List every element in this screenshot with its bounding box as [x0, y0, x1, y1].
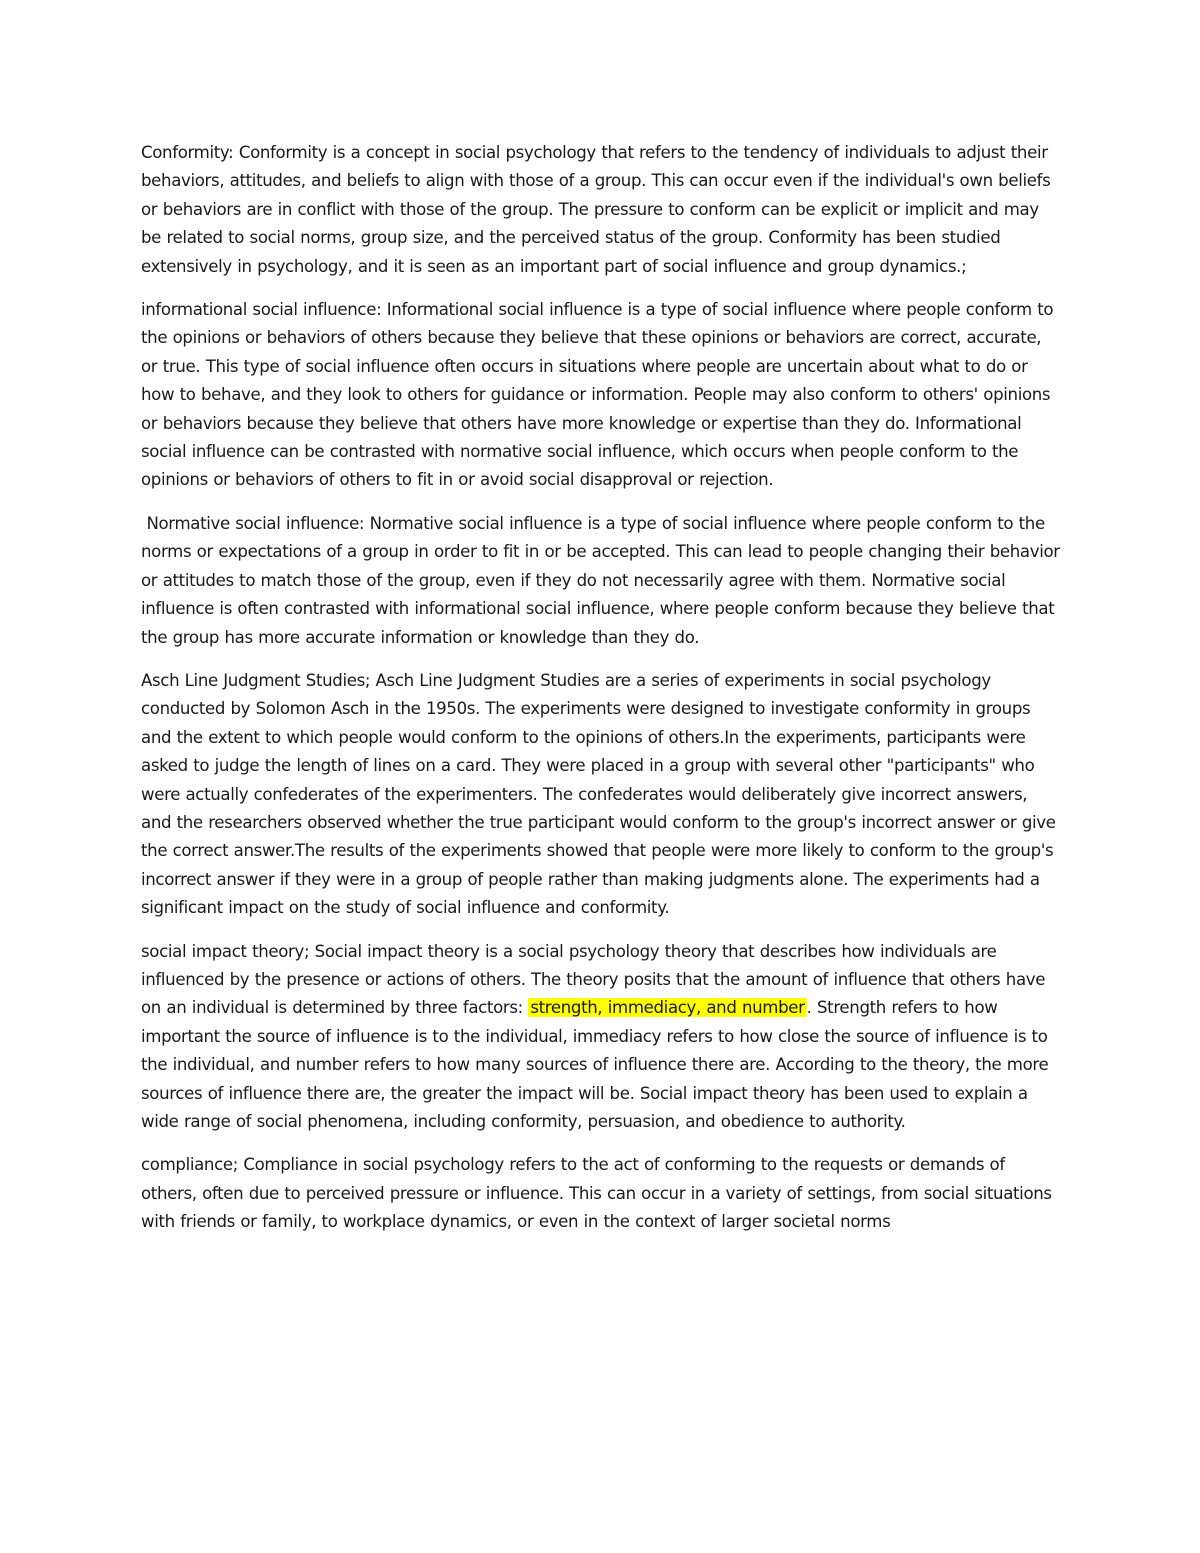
paragraph-social-impact-theory: [141, 938, 1061, 1137]
paragraph-informational-social-influence: informational social influence: Informational social influence is a type of social influence where people conform to the opinions or behaviors of others because they believe that these opinions or behaviors are correct, accurate, or true. This type of social influence often occurs in situations where people are uncertain about what to do or how to behave, and they look to others for guidance or information. People may also conform to others' opinions or behaviors because they believe that others have more knowledge or expertise than they do. Informational social influence can be contrasted with normative social influence, which occurs when people conform to the opinions or behaviors of others to fit in or avoid social disapproval or rejection.: [141, 300, 1054, 490]
paragraph-conformity: Conformity: Conformity is a concept in social psychology that refers to the tendency of individuals to adjust their behaviors, attitudes, and beliefs to align with those of a group. This can occur even if the individual's own beliefs or behaviors are in conflict with those of the group. The pressure to conform can be explicit or implicit and may be related to social norms, group size, and the perceived status of the group. Conformity has been studied extensively in psychology, and it is seen as an important part of social influence and group dynamics.;: [141, 143, 1051, 276]
paragraph-asch-line-judgment-studies: Asch Line Judgment Studies; Asch Line Judgment Studies are a series of experiments in social psychology conducted by Solomon Asch in the 1950s. The experiments were designed to investigate conformity in groups and the extent to which people would conform to the opinions of others.In the experiments, participants were asked to judge the length of lines on a card. They were placed in a group with several other "participants" who were actually confederates of the experimenters. The confederates would deliberately give incorrect answers, and the researchers observed whether the true participant would conform to the group's incorrect answer or give the correct answer.The results of the experiments showed that people were more likely to conform to the group's incorrect answer if they were in a group of people rather than making judgments alone. The experiments had a significant impact on the study of social influence and conformity.: [141, 670, 1056, 918]
social-impact-text-before: social impact theory; Social impact theory is a social psychology theory that describes how individuals are influenced by the presence or actions of others. The theory posits that the amount of influence that others have on an individual is determined by three factors:: [141, 941, 1046, 1018]
document-body: [141, 139, 1066, 1252]
highlighted-factors: strength, immediacy, and number: [530, 998, 805, 1018]
paragraph-normative-social-influence: Normative social influence: Normative social influence is a type of social influence where people conform to the norms or expectations of a group in order to fit in or be accepted. This can lead to people changing their behavior or attitudes to match those of the group, even if they do not necessarily agree with them. Normative social influence is often contrasted with informational social influence, where people conform because they believe that the group has more accurate information or knowledge than they do.: [141, 513, 1066, 647]
social-impact-text-after: . Strength refers to how important the source of influence is to the individual, immediacy refers to how close the source of influence is to the individual, and number refers to how many sources of influence there are. According to the theory, the more sources of influence there are, the greater the impact will be. Social impact theory has been used to explain a wide range of social phenomena, including conformity, persuasion, and obedience to authority.: [141, 998, 1049, 1131]
paragraph-compliance: compliance; Compliance in social psychology refers to the act of conforming to the requests or demands of others, often due to perceived pressure or influence. This can occur in a variety of settings, from social situations with friends or family, to workplace dynamics, or even in the context of larger societal norms: [141, 1155, 1052, 1232]
